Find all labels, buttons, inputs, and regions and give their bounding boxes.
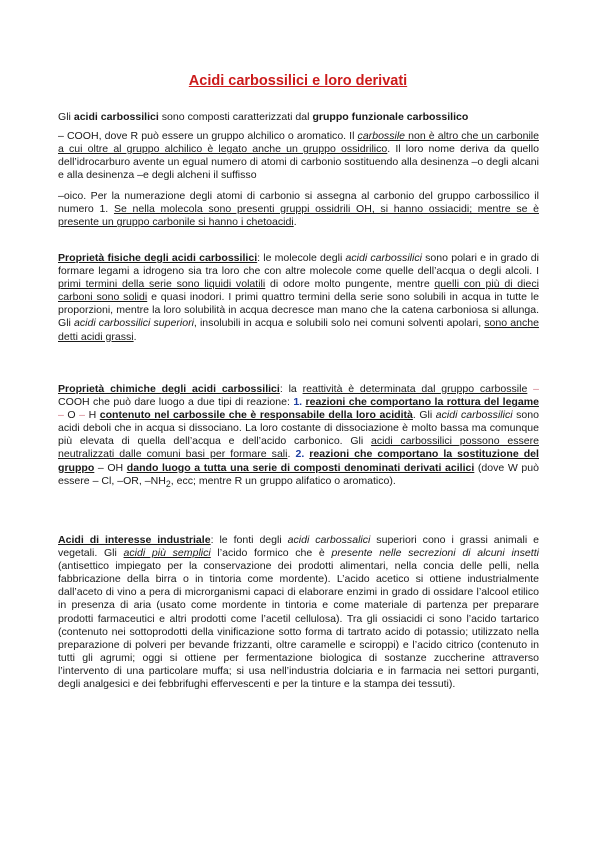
intro-term-acidi: acidi carbossilici xyxy=(73,111,159,123)
physical-underlined-3: sono anche detti acidi grassi xyxy=(58,317,539,343)
numbering-text-1: –oico. Per la numerazione degli atomi di carbonio si assegna al carbonio del gruppo carbossilico il numero 1. xyxy=(58,190,539,216)
chemical-underlined-2: acidi carbossilici possono essere neutralizzati dalle comuni basi per formare sali xyxy=(58,435,539,461)
industrial-interest-heading: Acidi di interesse industriale xyxy=(58,534,211,546)
chemical-number-2: 2. xyxy=(295,448,305,461)
physical-underlined-2: quelli con più di dieci carboni sono solidi xyxy=(58,278,539,304)
physical-italic-1: acidi carbossilici xyxy=(345,252,422,264)
chemical-dash-3: – xyxy=(75,409,89,422)
numbering-underlined: Se nella molecola sono presenti gruppi ossidrili OH, si hanno ossiacidi; mentre se è presente un gruppo carbonile si hanno i chetoacidi xyxy=(58,203,540,229)
industrial-italic-1: acidi carbossalici xyxy=(287,534,371,546)
chemical-bold-1: reazioni che comportano la rottura del legame xyxy=(305,396,539,409)
chemical-text-6: (dove W può essere – Cl, –OR, –NH xyxy=(58,461,539,487)
chemical-o: O xyxy=(67,409,76,422)
numbering-text-2: . xyxy=(293,216,297,229)
industrial-text-3: l’acido formico che è xyxy=(210,547,332,560)
chemical-properties-heading: Proprietà chimiche degli acidi carbossilici xyxy=(58,383,280,395)
physical-text-5: , insolubili in acqua e solubili solo nei comuni solventi apolari, xyxy=(193,317,485,330)
physical-text-4: e quasi inodori. I primi quattro termini della serie sono solubili in acqua in tutte le proporzioni, mentre la loro solubilità in acqua decresce man mano che la catena carboniosa si allunga. Gli xyxy=(58,291,539,330)
chemical-underlined-1: reattività è determinata dal gruppo carbossile xyxy=(302,383,528,395)
industrial-text-1: : le fonti degli xyxy=(210,534,288,546)
intro-text-1: Gli xyxy=(58,111,74,123)
chemical-text-7: , ecc; mentre R un gruppo alifatico o aromatico). xyxy=(170,474,396,487)
chemical-text-3: . Gli xyxy=(412,409,436,422)
chemical-bold-2: contenuto nel carbossile che è responsabile della loro acidità xyxy=(99,409,413,422)
industrial-text-2: superiori cono i grassi animali e vegetali. Gli xyxy=(58,534,539,560)
chemical-text-5: . xyxy=(287,448,296,461)
industrial-interest-paragraph xyxy=(58,534,539,691)
industrial-text-4: (antisettico impiegato per la conservazione dei prodotti alimentari, nella concia delle pelli, nella fabbricazione della birra o in tintoria come mordente). L’acido acetico si ottiene industrialmente dall’aceto di vino a pera di microrganismi capaci di elaborare enzimi in grado di ossidare l’alcool etilico in presenza di aria (usato come mordente in tintoria e come materiale di partenza per preparare prodotti farmaceutici e altri prodotti come l’acetil cellulosa). Tra gli ossiacidi ci sono l’acido tartarico (contenuto nei sottoprodotti della vinificazione sotto forma di tartrato acido di potassio; utilizzato nella preparazione di polveri per bevande frizzanti, oltre caramelle e sciroppi) e l’acido citrico (contenuto in tutti gli agrumi; oggi si ottiene per fermentazione biologica di sostanze zuccherine attraverso l’intervento di una particolare muffa; si usa nell’industria dolciaria e in farmacia nei settori purganti, degli analgesici e dei febbrifughi effervescenti e per la tinture e la stampa dei tessuti). xyxy=(58,560,539,691)
chemical-text-4: sono acidi deboli che in acqua si dissociano. La loro costante di dissociazione è molto bassa ma comunque più elevata di quella dell’acqua e dell’acido carbonico. Gli xyxy=(58,409,539,448)
chemical-text-2: COOH che può dare luogo a due tipi di reazione: xyxy=(58,396,294,409)
chemical-dash-1: – xyxy=(527,383,539,395)
chemical-number-1: 1. xyxy=(293,396,303,409)
formula-text-1: – COOH, dove R può essere un gruppo alchilico o aromatico. Il xyxy=(58,130,358,142)
physical-italic-2: acidi carbossilici superiori xyxy=(74,317,194,330)
intro-text-2: sono composti caratterizzati dal xyxy=(158,111,313,123)
physical-properties-paragraph xyxy=(58,252,539,344)
numbering-paragraph xyxy=(58,190,539,229)
intro-paragraph xyxy=(58,111,539,124)
physical-text-2: sono polari e in grado di formare legami a idrogeno sia tra loro che con altre molecole come quelle dell’acqua o degli alcoli. I xyxy=(58,252,539,278)
chemical-bold-4: dando luogo a tutta una serie di composti denominati derivati acilici xyxy=(126,461,475,474)
formula-underlined-definition: non è altro che un carbonile a cui oltre al gruppo alchilico è legato anche un gruppo ossidrilico xyxy=(58,130,539,156)
physical-underlined-1: primi termini della serie sono liquidi volatili xyxy=(58,278,266,291)
chemical-subscript: 2 xyxy=(165,478,171,489)
chemical-dash-2: – xyxy=(58,409,68,422)
chemical-properties-paragraph xyxy=(58,383,539,491)
chemical-text-1: : la xyxy=(279,383,303,395)
physical-text-6: . xyxy=(133,330,137,343)
industrial-italic-2: acidi più semplici xyxy=(123,547,211,560)
intro-term-gruppo: gruppo funzionale carbossilico xyxy=(312,111,469,123)
physical-text-3: di odore molto pungente, mentre xyxy=(265,278,435,291)
document-title: Acidi carbossilici e loro derivati xyxy=(188,73,408,89)
chemical-h: H xyxy=(88,409,97,422)
formula-paragraph xyxy=(58,130,539,182)
industrial-italic-3: presente nelle secrezioni di alcuni insetti xyxy=(331,547,539,560)
chemical-oh: – OH xyxy=(94,461,127,474)
formula-term-carbossile: carbossile xyxy=(357,130,406,142)
formula-text-2: . Il loro nome deriva da quello dell’idrocarburo avente un egual numero di atomi di carbonio sostituendo alla desinenza –o degli alcani e alla desinenza –e degli alcheni il suffisso xyxy=(58,143,539,182)
physical-properties-heading: Proprietà fisiche degli acidi carbossilici xyxy=(58,252,258,264)
chemical-italic-1: acidi carbossilici xyxy=(435,409,513,422)
physical-text-1: : le molecole degli xyxy=(257,252,346,264)
chemical-bold-3: reazioni che comportano la sostituzione del gruppo xyxy=(58,448,539,474)
